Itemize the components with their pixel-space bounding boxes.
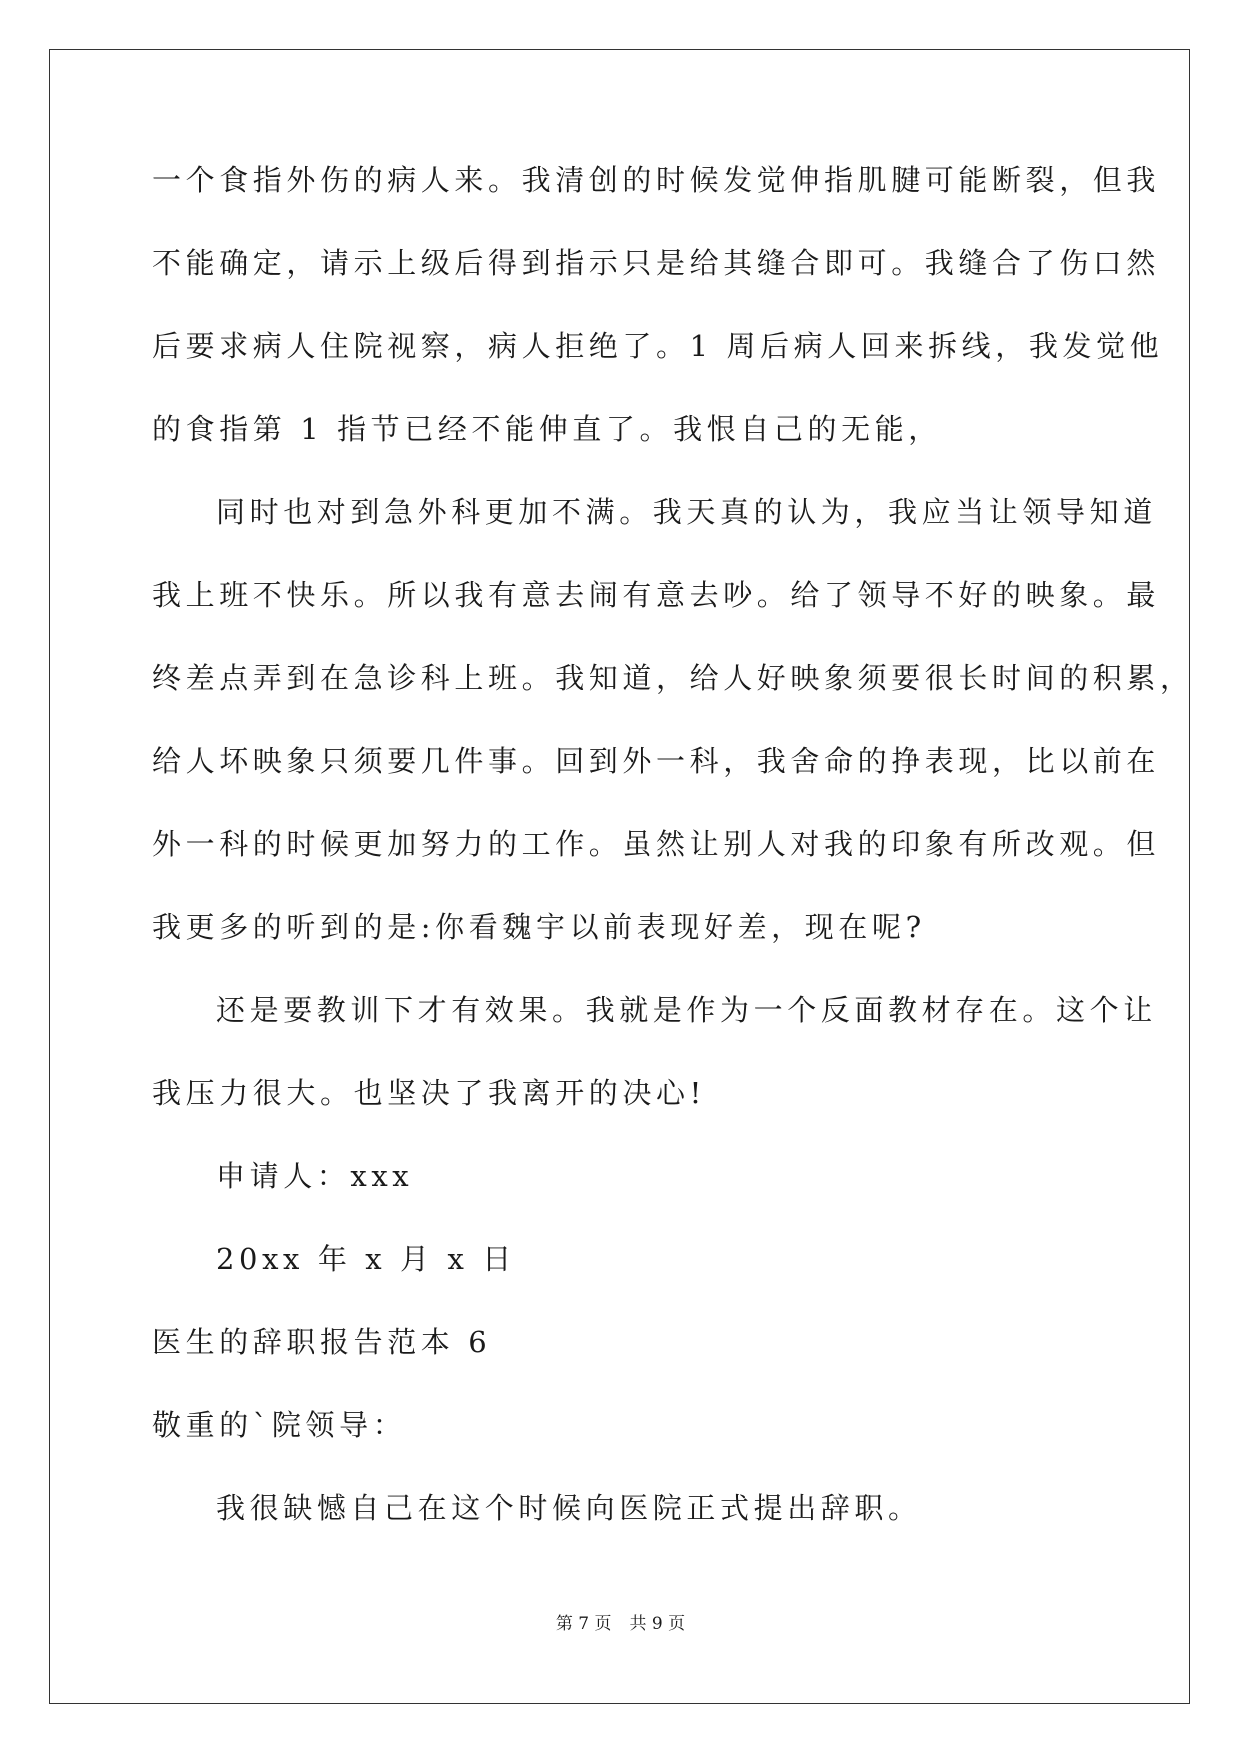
body-line: 不能确定，请示上级后得到指示只是给其缝合即可。我缝合了伤口然 bbox=[152, 246, 1161, 280]
body-line: 我压力很大。也坚决了我离开的决心! bbox=[152, 1076, 706, 1110]
page-total: 共 9 页 bbox=[629, 1614, 686, 1634]
applicant-line: 申请人：xxx bbox=[216, 1159, 414, 1193]
page-border bbox=[49, 49, 1190, 1704]
body-line: 的食指第 1 指节已经不能伸直了。我恨自己的无能， bbox=[152, 412, 942, 446]
body-line: 外一科的时候更加努力的工作。虽然让别人对我的印象有所改观。但 bbox=[152, 827, 1161, 861]
body-line: 后要求病人住院视察，病人拒绝了。1 周后病人回来拆线，我发觉他 bbox=[152, 329, 1164, 363]
body-line: 我更多的听到的是:你看魏宇以前表现好差，现在呢? bbox=[152, 910, 926, 944]
body-line: 一个食指外伤的病人来。我清创的时候发觉伸指肌腱可能断裂，但我 bbox=[152, 163, 1161, 197]
body-line: 我很缺憾自己在这个时候向医院正式提出辞职。 bbox=[216, 1491, 922, 1525]
page-footer bbox=[0, 1613, 1241, 1635]
salutation-line: 敬重的`院领导： bbox=[152, 1408, 407, 1442]
body-line: 给人坏映象只须要几件事。回到外一科，我舍命的挣表现，比以前在 bbox=[152, 744, 1161, 778]
page-number: 第 7 页 bbox=[555, 1614, 612, 1634]
body-line: 同时也对到急外科更加不满。我天真的认为，我应当让领导知道 bbox=[216, 495, 1157, 529]
date-line: 20xx 年 x 月 x 日 bbox=[216, 1242, 516, 1276]
section-heading: 医生的辞职报告范本 6 bbox=[152, 1325, 492, 1359]
body-line: 终差点弄到在急诊科上班。我知道，给人好映象须要很长时间的积累， bbox=[152, 661, 1194, 695]
body-line: 还是要教训下才有效果。我就是作为一个反面教材存在。这个让 bbox=[216, 993, 1157, 1027]
body-line: 我上班不快乐。所以我有意去闹有意去吵。给了领导不好的映象。最 bbox=[152, 578, 1161, 612]
